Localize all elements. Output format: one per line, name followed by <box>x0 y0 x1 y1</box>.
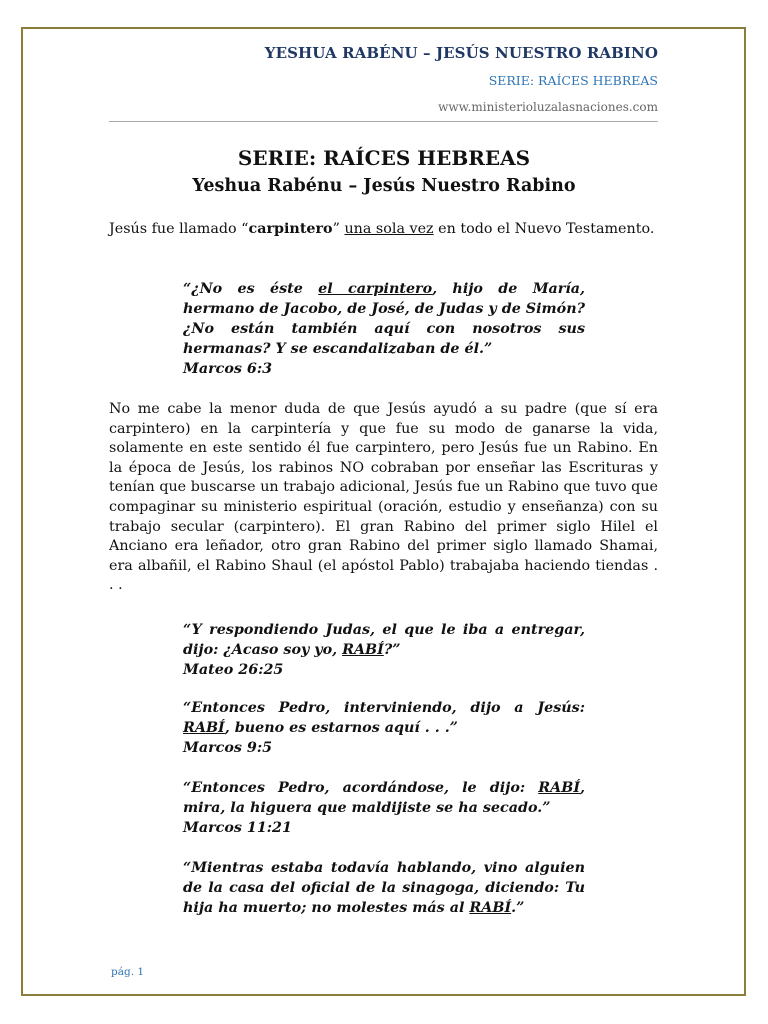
quote-reference: Marcos 11:21 <box>183 820 292 836</box>
quote-reference: Marcos 6:3 <box>183 361 273 377</box>
header-series: SERIE: RAÍCES HEBREAS <box>488 73 658 88</box>
header-title: YESHUA RABÉNU – JESÚS NUESTRO RABINO <box>264 44 658 62</box>
quote-sinagoga: “Mientras estaba todavía hablando, vino alguien de la casa del oficial de la sinagoga, diciendo: Tu hija ha muerto; no molestes más al RABÍ.” <box>183 860 585 916</box>
quote-reference: Mateo 26:25 <box>183 662 284 678</box>
document-title: SERIE: RAÍCES HEBREAS <box>237 146 531 170</box>
quote-marcos-9-5: “Entonces Pedro, interviniendo, dijo a Jesús: RABÍ, bueno es estarnos aquí . . .” Marcos 9:5 <box>183 700 585 756</box>
quote-marcos-11-21: “Entonces Pedro, acordándose, le dijo: RABÍ, mira, la higuera que maldijiste se ha secado.” Marcos 11:21 <box>183 780 585 836</box>
document-subtitle: Yeshua Rabénu – Jesús Nuestro Rabino <box>192 176 576 196</box>
body-paragraph: No me cabe la menor duda de que Jesús ayudó a su padre (que sí era carpintero) en la carpintería y que fue su modo de ganarse la vida, solamente en este sentido él fue carpintero, pero Jesús fue un Rabino. En la época de Jesús, los rabinos NO cobraban por enseñar las Escrituras y tenían que buscarse un trabajo adicional, Jesús fue un Rabino que tuvo que compaginar su ministerio espiritual (oración, estudio y enseñanza) con su trabajo secular (carpintero). El gran Rabino del primer siglo Hilel el Anciano era leñador, otro gran Rabino del primer siglo llamado Shamai, era albañil, el Rabino Shaul (el apóstol Pablo) trabajaba haciendo tiendas . . . <box>109 401 658 594</box>
header-website: www.ministerioluzalasnaciones.com <box>438 100 658 114</box>
intro-paragraph: Jesús fue llamado “carpintero” una sola vez en todo el Nuevo Testamento. <box>109 221 655 237</box>
page-number: pág. 1 <box>111 966 145 978</box>
quote-reference: Marcos 9:5 <box>183 740 273 756</box>
quote-marcos-6-3: “¿No es éste el carpintero, hijo de María, hermano de Jacobo, de José, de Judas y de Simón? ¿No están también aquí con nosotros sus hermanas? Y se escandalizaban de él.” Marcos 6:3 <box>183 281 585 377</box>
header-rule <box>109 121 658 122</box>
quote-mateo-26-25: “Y respondiendo Judas, el que le iba a entregar, dijo: ¿Acaso soy yo, RABÍ?” Mateo 26:25 <box>183 622 585 678</box>
